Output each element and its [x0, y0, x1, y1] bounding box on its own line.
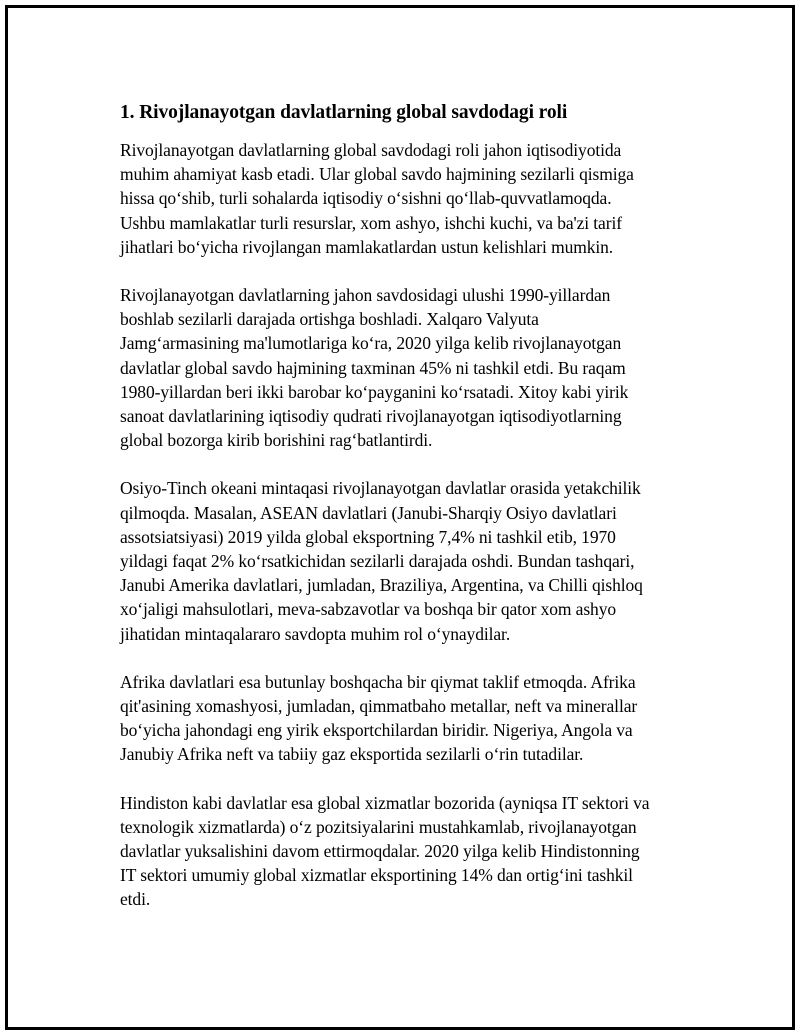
text-line: texnologik xizmatlarda) o‘z pozitsiyalarini mustahkamlab, rivojlanayotgan: [120, 816, 637, 837]
text-line: qit'asining xomashyosi, jumladan, qimmatbaho metallar, neft va minerallar: [120, 696, 638, 717]
paragraph-2: [120, 283, 700, 452]
text-line: muhim ahamiyat kasb etadi. Ular global savdo hajmining sezilarli qismiga: [120, 164, 634, 185]
text-line: sanoat davlatlarining iqtisodiy qudrati rivojlanayotgan iqtisodiyotlarning: [120, 406, 622, 427]
text-line: IT sektori umumiy global xizmatlar eksportining 14% dan ortig‘ini tashkil: [120, 865, 633, 886]
document-title: 1. Rivojlanayotgan davlatlarning global savdodagi roli: [120, 102, 568, 123]
text-line: Rivojlanayotgan davlatlarning jahon savdosidagi ulushi 1990-yillardan: [120, 285, 611, 306]
text-line: Rivojlanayotgan davlatlarning global savdodagi roli jahon iqtisodiyotida: [120, 140, 622, 160]
paragraph-3: [120, 476, 700, 645]
text-line: etdi.: [120, 889, 151, 910]
text-line: davlatlar yuksalishini davom ettirmoqdalar. 2020 yilga kelib Hindistonning: [120, 841, 640, 862]
text-line: bo‘yicha jahondagi eng yirik eksportchilardan biridir. Nigeriya, Angola va: [120, 720, 633, 741]
text-line: davlatlar global savdo hajmining taxminan 45% ni tashkil etdi. Bu raqam: [120, 357, 626, 378]
text-line: qilmoqda. Masalan, ASEAN davlatlari (Janubi-Sharqiy Osiyo davlatlari: [120, 502, 617, 523]
text-line: Hindiston kabi davlatlar esa global xizmatlar bozorida (ayniqsa IT sektori va: [120, 792, 650, 813]
paragraph-5: [120, 791, 700, 912]
text-line: global bozorga kirib borishini rag‘batlantirdi.: [120, 430, 433, 451]
text-line: jihatidan mintaqalararo savdopta muhim rol o‘ynaydilar.: [120, 623, 511, 644]
text-line: jihatlari bo‘yicha rivojlangan mamlakatlardan ustun kelishlari mumkin.: [120, 236, 614, 257]
text-line: Osiyo-Tinch okeani mintaqasi rivojlanayotgan davlatlar orasida yetakchilik: [120, 478, 641, 499]
text-line: Jamg‘armasining ma'lumotlariga ko‘ra, 2020 yilga kelib rivojlanayotgan: [120, 333, 622, 354]
document-body: [120, 100, 700, 936]
text-line: assotsiatsiyasi) 2019 yilda global eksportning 7,4% ni tashkil etib, 1970: [120, 526, 616, 547]
page-frame: [5, 5, 795, 1030]
text-line: yildagi faqat 2% ko‘rsatkichidan sezilarli darajada oshdi. Bundan tashqari,: [120, 551, 635, 572]
text-line: Janubiy Afrika neft va tabiiy gaz eksportida sezilarli o‘rin tutadilar.: [120, 744, 584, 765]
text-line: Janubi Amerika davlatlari, jumladan, Braziliya, Argentina, va Chilli qishloq: [120, 575, 643, 596]
text-line: xo‘jaligi mahsulotlari, meva-sabzavotlar va boshqa bir qator xom ashyo: [120, 599, 616, 620]
text-line: 1980-yillardan beri ikki barobar ko‘payganini ko‘rsatadi. Xitoy kabi yirik: [120, 381, 629, 402]
text-line: hissa qo‘shib, turli sohalarda iqtisodiy o‘sishni qo‘llab-quvvatlamoqda.: [120, 188, 612, 209]
text-line: boshlab sezilarli darajada ortishga boshladi. Xalqaro Valyuta: [120, 309, 539, 330]
text-line: Afrika davlatlari esa butunlay boshqacha bir qiymat taklif etmoqda. Afrika: [120, 671, 636, 692]
paragraph-1: [120, 138, 700, 259]
text-line: Ushbu mamlakatlar turli resurslar, xom ashyo, ishchi kuchi, va ba'zi tarif: [120, 212, 622, 233]
paragraph-4: [120, 670, 700, 767]
